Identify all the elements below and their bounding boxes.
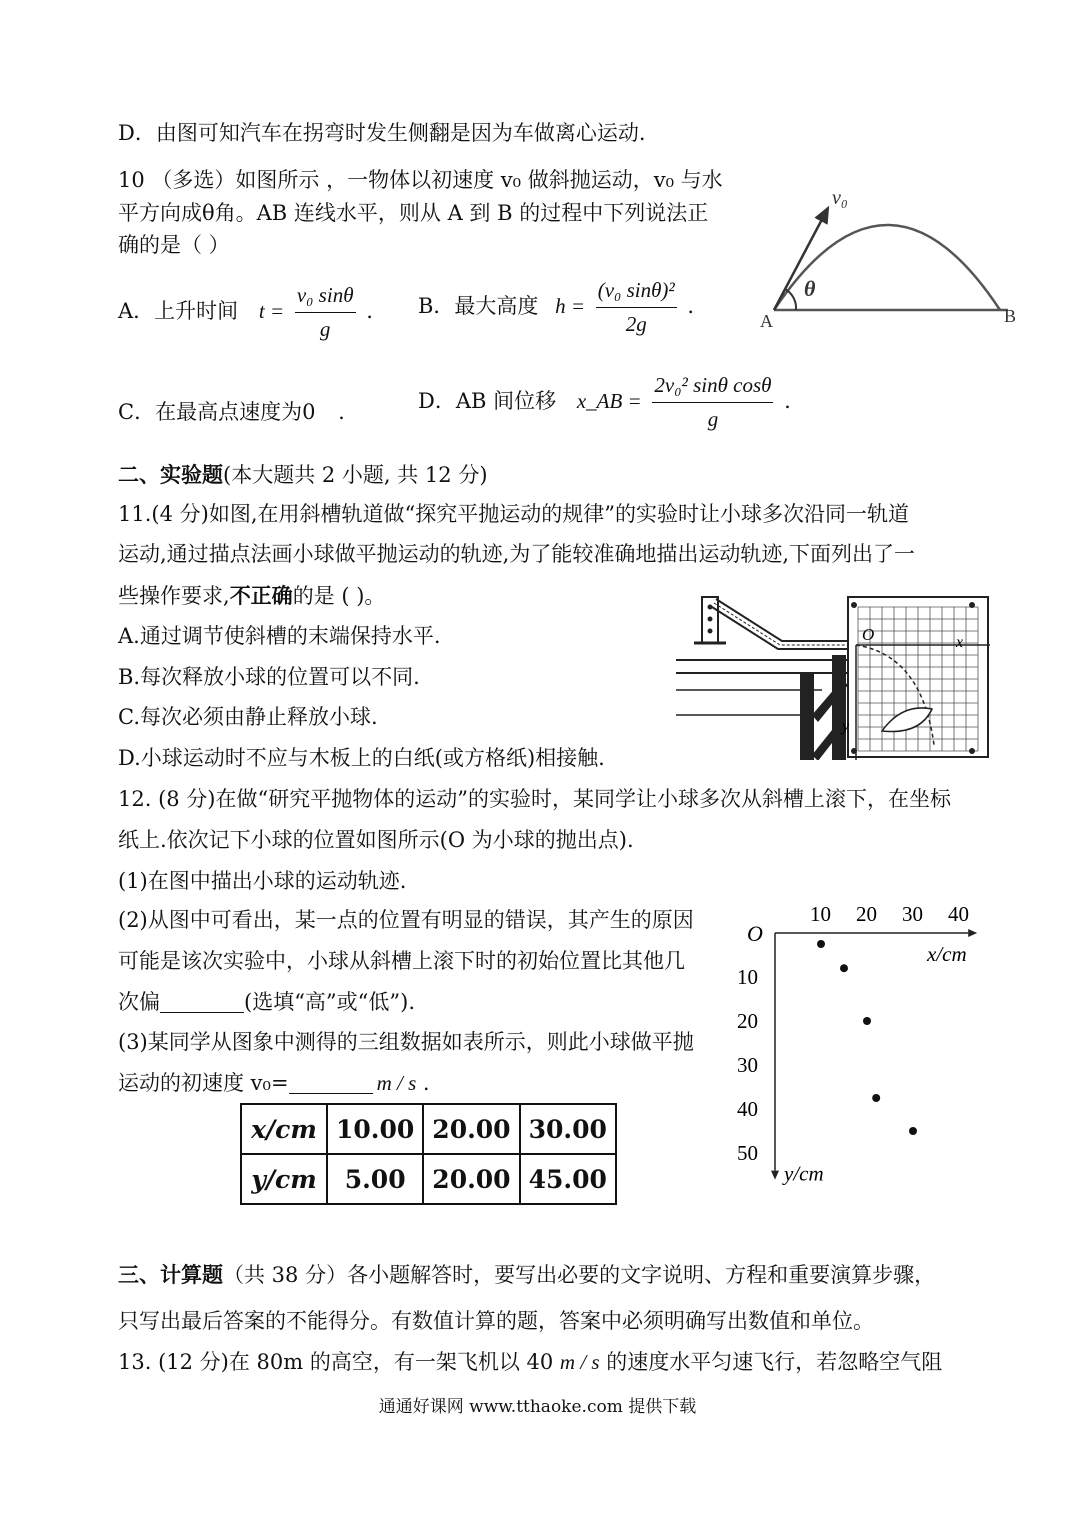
table-cell: 20.00 (423, 1154, 519, 1204)
y-tick-label: 30 (737, 1053, 758, 1077)
q10-option-c (118, 396, 345, 426)
y-axis-arrow (771, 1171, 779, 1180)
chart-origin-label: O (747, 921, 763, 946)
data-point (817, 940, 825, 948)
section3-note: （共 38 分）各小题解答时，要写出必要的文字说明、方程和重要演算步骤， (223, 1263, 936, 1287)
v0-label: v₀ (832, 187, 848, 209)
y-axis-label: y/cm (784, 1161, 824, 1186)
q10-option-a-lhs: t = (258, 299, 285, 323)
table-cell: 5.00 (327, 1154, 423, 1204)
q12-part2-post: (选填“高”或“低”). (244, 990, 416, 1014)
section2-heading: 二、实验题 (118, 462, 223, 487)
table-row (241, 1154, 616, 1204)
q10-option-a-numerator: v₀ sinθ (295, 283, 356, 313)
q10-option-d-denominator: g (707, 407, 719, 431)
x-tick-label: 40 (948, 902, 969, 926)
q12-scatter-chart (730, 893, 1010, 1193)
q10-option-b-lhs: h = (555, 294, 586, 318)
q10-option-a-label: A．上升时间 (118, 299, 239, 323)
y-tick-label: 20 (737, 1009, 758, 1033)
q10-option-d-lhs: x_AB = (576, 389, 642, 413)
x-tick-label: 10 (810, 902, 831, 926)
q11-option-d: D.小球运动时不应与木板上的白纸(或方格纸)相接触. (118, 746, 605, 770)
y-tick-label: 10 (737, 965, 758, 989)
table-cell: 45.00 (520, 1154, 616, 1204)
section3-line1 (118, 1264, 935, 1286)
x-tick-label: 20 (856, 902, 877, 926)
q13-stem (118, 1352, 942, 1373)
q12-part3-pre: 运动的初速度 v₀= (118, 1071, 289, 1095)
q12-part3-end: . (416, 1071, 430, 1095)
table-cell: 10.00 (327, 1104, 423, 1154)
q10-option-c-text: C．在最高点速度为0 (118, 400, 316, 424)
q13-stem-pre: 13. (12 分)在 80m 的高空，有一架飞机以 40 (118, 1350, 560, 1374)
q12-data-table (240, 1103, 617, 1205)
q12-part2-answer-blank[interactable] (160, 991, 244, 1013)
q10-option-d-dot: . (784, 389, 791, 413)
q12-stem-line1: 12. (8 分)在做“研究平抛物体的运动”的实验时，某同学让小球多次从斜槽上滚下，在坐标 (118, 787, 951, 811)
data-point (863, 1017, 871, 1025)
data-point (909, 1127, 917, 1135)
y-tick-label: 50 (737, 1141, 758, 1165)
q12-part2-line2: 可能是该次实验中，小球从斜槽上滚下时的初始位置比其他几 (118, 949, 685, 973)
q9-option-d: D．由图可知汽车在拐弯时发生侧翻是因为车做离心运动. (118, 121, 646, 145)
point-a-label: A (760, 311, 773, 331)
q12-part1: (1)在图中描出小球的运动轨迹. (118, 869, 407, 893)
q10-option-b-numerator: (v₀ sinθ)² (596, 278, 677, 308)
q11-stem-line2: 运动,通过描点法画小球做平抛运动的轨迹,为了能较准确地描出运动轨迹,下面列出了一 (118, 542, 916, 566)
q11-stem-line1: 11.(4 分)如图,在用斜槽轨道做“探究平抛运动的规律”的实验时让小球多次沿同一轨道 (118, 502, 909, 526)
theta-label: θ (804, 276, 816, 301)
q10-option-b-dot: . (687, 294, 695, 318)
section3-heading: 三、计算题 (118, 1262, 223, 1287)
q10-option-b (418, 278, 694, 337)
q10-projectile-figure (752, 180, 1032, 340)
q11-x-label: x (956, 634, 964, 651)
q12-part3-line1: (3)某同学从图象中测得的三组数据如表所示，则此小球做平抛 (118, 1030, 694, 1054)
q10-option-a (118, 283, 373, 342)
q10-option-a-fraction (295, 283, 356, 342)
q11-option-c: C.每次必须由静止释放小球. (118, 705, 378, 729)
q11-stem-emphasis: 不正确 (229, 583, 293, 608)
q10-stem-line2: 平方向成θ角。AB 连线水平，则从 A 到 B 的过程中下列说法正 (118, 201, 709, 225)
q12-part3-unit: m / s (376, 1071, 417, 1095)
q10-option-d-fraction (652, 373, 773, 432)
q10-option-c-dot: . (338, 400, 345, 424)
q10-option-a-dot: . (366, 299, 373, 323)
q12-part2-line1: (2)从图中可看出，某一点的位置有明显的错误，其产生的原因 (118, 908, 694, 932)
q10-option-d-label: D．AB 间位移 (418, 389, 557, 413)
data-point (872, 1094, 880, 1102)
table-cell: 20.00 (423, 1104, 519, 1154)
q10-stem-line1: 10 （多选）如图所示 ，一物体以初速度 v₀ 做斜抛运动，v₀ 与水 (118, 168, 723, 192)
q10-stem-line3: 确的是（ ） (118, 233, 230, 257)
page-footer: 通通好课网 www.tthaoke.com 提供下载 (378, 1397, 697, 1417)
q12-stem-line2: 纸上.依次记下小球的位置如图所示(O 为小球的抛出点). (118, 828, 634, 852)
q10-option-b-fraction (596, 278, 677, 337)
y-tick-label: 40 (737, 1097, 758, 1121)
q10-option-a-denominator: g (319, 317, 331, 341)
q11-origin-label: O (862, 625, 875, 644)
data-point (840, 964, 848, 972)
q11-stem-line3-post: 的是 ( )。 (292, 584, 386, 608)
table-cell: 30.00 (520, 1104, 616, 1154)
table-header-cell: y/cm (241, 1154, 327, 1204)
q12-part2-pre: 次偏 (118, 990, 160, 1014)
q12-part2-line3 (118, 991, 415, 1013)
section3-line2: 只写出最后答案的不能得分。有数值计算的题，答案中必须明确写出数值和单位。 (118, 1309, 874, 1333)
q10-option-d (418, 373, 791, 432)
q10-option-b-label: B．最大高度 (418, 294, 539, 318)
q11-option-b: B.每次释放小球的位置可以不同. (118, 665, 420, 689)
velocity-arrow (774, 208, 828, 310)
point-b-label: B (1004, 306, 1017, 326)
q10-option-b-denominator: 2g (625, 312, 647, 336)
q11-y-label: y (842, 718, 850, 735)
q12-part3-answer-blank[interactable] (289, 1072, 373, 1094)
q11-stem-line3 (118, 585, 385, 607)
q13-stem-post: 的速度水平匀速飞行，若忽略空气阻 (599, 1350, 943, 1374)
table-row (241, 1104, 616, 1154)
table-header-cell: x/cm (241, 1104, 327, 1154)
section2-note: (本大题共 2 小题, 共 12 分) (223, 463, 488, 487)
q11-option-a: A.通过调节使斜槽的末端保持水平. (118, 624, 441, 648)
q13-unit: m / s (559, 1350, 600, 1374)
q11-apparatus-figure (672, 585, 992, 760)
q12-part3-line2 (118, 1072, 430, 1094)
x-axis-label: x/cm (927, 942, 967, 966)
x-tick-label: 30 (902, 902, 923, 926)
x-axis-arrow (968, 929, 977, 937)
section2-heading-line (118, 464, 488, 486)
q10-option-d-numerator: 2v₀² sinθ cosθ (652, 373, 773, 403)
q11-stem-line3-pre: 些操作要求, (118, 584, 230, 608)
